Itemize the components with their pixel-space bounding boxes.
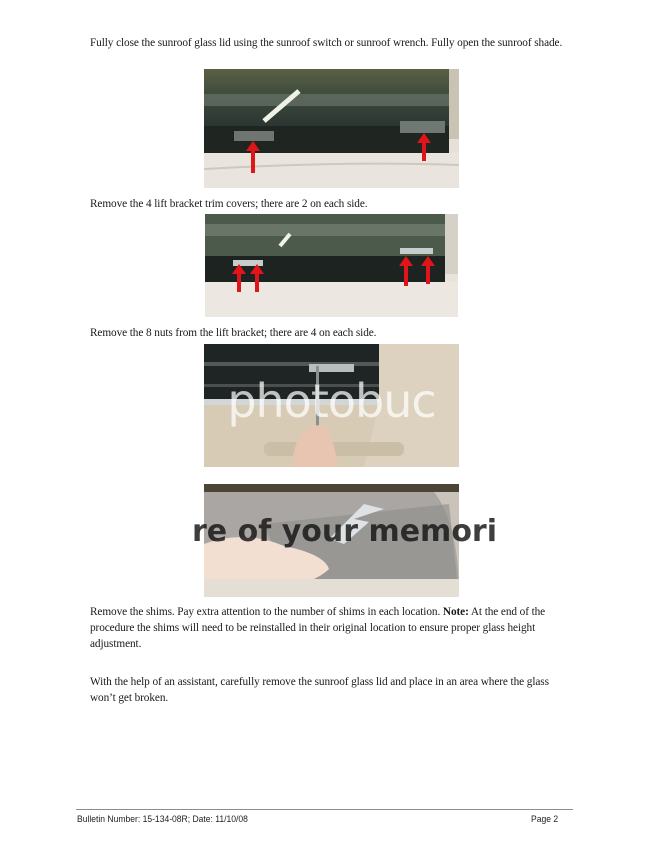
step-4-text xyxy=(90,604,570,652)
step-1-text: Fully close the sunroof glass lid using the sunroof switch or sunroof wrench. Fully open the sunroof shade. xyxy=(90,37,563,49)
step-5-text: With the help of an assistant, carefully remove the sunroof glass lid and place in an area where the glass won’t get broken. xyxy=(90,676,549,704)
step-3-text: Remove the 8 nuts from the lift bracket; there are 4 on each side. xyxy=(90,327,377,339)
step-4-text-after: At the end of the procedure the shims will need to be reinstalled in their original location to ensure proper glass height adjustment. xyxy=(90,606,546,650)
photo-sunroof-closed xyxy=(204,69,459,188)
watermark-text: re of your memori xyxy=(192,514,498,549)
footer-divider xyxy=(76,809,573,810)
note-label: Note: xyxy=(442,606,469,618)
watermark-text: photobuc xyxy=(227,374,436,428)
footer-page-number: Page 2 xyxy=(531,814,559,825)
photo-trim-covers xyxy=(205,214,458,317)
footer-bulletin: Bulletin Number: 15-134-08R; Date: 11/10/08 xyxy=(77,814,248,825)
step-2-text: Remove the 4 lift bracket trim covers; there are 2 on each side. xyxy=(90,198,368,210)
step-4-text-before: Remove the shims. Pay extra attention to the number of shims in each location. xyxy=(90,606,443,618)
photo-remove-shims xyxy=(192,484,498,597)
photo-remove-nuts xyxy=(204,344,459,467)
